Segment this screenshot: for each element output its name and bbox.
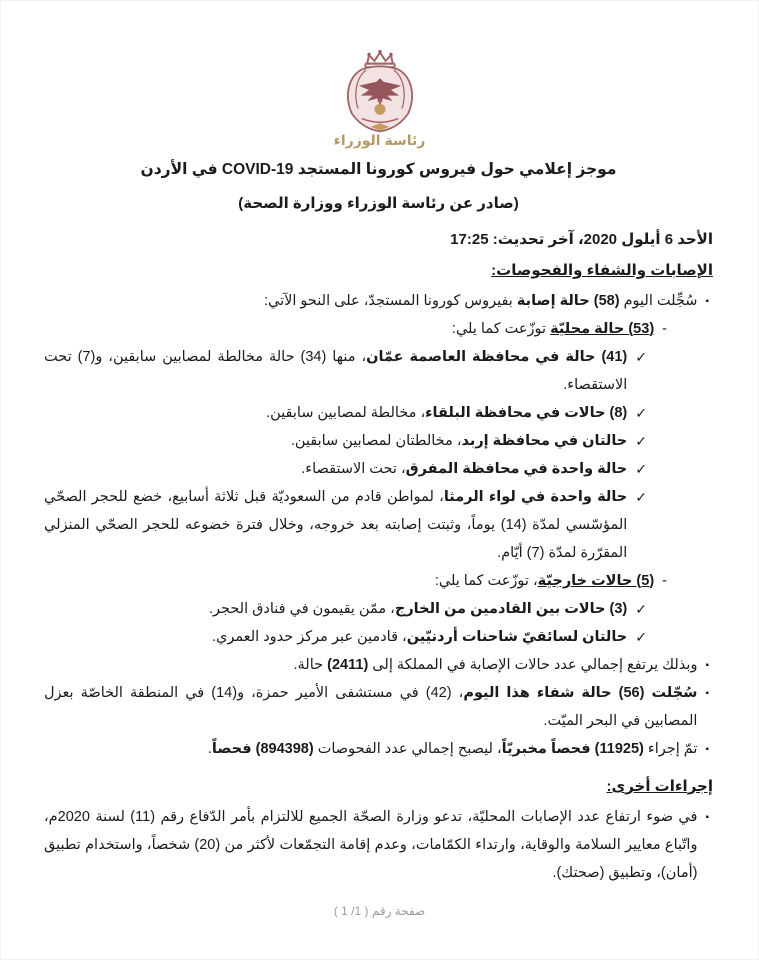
list-item	[44, 456, 713, 484]
bullet-marker-icon: ▪	[705, 296, 709, 307]
list-item-text: تمّ إجراء (11925) فحصاً مخبريّاً، ليصبح إجمالي عدد الفحوصات (894398) فحصاً.	[207, 740, 698, 757]
list-item-text: سُجّلت (56) حالة شفاء هذا اليوم، (42) في مستشفى الأمير حمزة، و(14) في المنطقة الخاصّة بعزل المصابين في البحر الميّت.	[44, 684, 698, 729]
list-item-text: حالتان لسائقيّ شاحنات أردنيّين، قادمين عبر مركز حدود العمري.	[211, 628, 628, 645]
list-item	[44, 344, 713, 400]
section-heading	[44, 261, 713, 279]
list-item-text: حالة واحدة في محافظة المفرق، تحت الاستقصاء.	[301, 460, 628, 477]
section-heading-text: الإصابات والشفاء والفحوصات:	[491, 262, 713, 279]
list-item-text: حالة واحدة في لواء الرمثا، لمواطن قادم من السعوديّة قبل ثلاثة أسابيع، خضع للحجر الصحّي المؤسّسي لمدّة (14) يوماً، وثبتت إصابته بعد خروجه، وخلال فترة خضوعه للحجر الصحّي المنزلي المقرّرة لمدّة (7) أيّام.	[44, 488, 628, 561]
list-item-text: في ضوء ارتفاع عدد الإصابات المحليّة، تدعو وزارة الصحّة الجميع للالتزام بأمر الدّفاع رقم (11) لسنة 2020م، واتّباع معايير السلامة والوقاية، وارتداء الكمّامات، وعدم إقامة التجمّعات لأكثر من (20) شخصاً، واستخدام تطبيق (أمان)، وتطبيق (صحتك).	[44, 808, 698, 881]
list-item	[44, 288, 713, 316]
section-heading	[44, 777, 713, 795]
document-title: موجز إعلامي حول فيروس كورونا المستجد COVID-19 في الأردن	[140, 161, 617, 178]
check-marker-icon: ✓	[635, 600, 647, 617]
list-item	[44, 484, 713, 568]
bullet-marker-icon: ▪	[705, 743, 709, 755]
check-marker-icon: ✓	[635, 348, 647, 365]
list-item	[44, 428, 713, 456]
check-marker-icon: ✓	[635, 628, 647, 645]
list-item-text: حالتان في محافظة إربد، مخالطتان لمصابين سابقين.	[290, 432, 628, 449]
check-marker-icon: ✓	[635, 404, 647, 421]
list-item	[44, 804, 713, 888]
list-item	[44, 316, 713, 344]
dash-marker-icon: -	[662, 320, 667, 337]
bullet-marker-icon: ▪	[705, 811, 709, 823]
check-marker-icon: ✓	[635, 460, 647, 477]
bullet-marker-icon: ▪	[705, 659, 709, 671]
list-item-text: (41) حالة في محافظة العاصمة عمّان، منها (34) حالة مخالطة لمصابين سابقين، و(7) تحت الاستقصاء.	[44, 348, 628, 393]
page-number-footer: صفحة رقم ( 1/ 1 )	[333, 904, 426, 918]
sections-container	[44, 261, 713, 888]
dash-marker-icon: -	[662, 572, 667, 589]
document-subtitle: (صادر عن رئاسة الوزراء ووزارة الصحة)	[238, 195, 519, 212]
check-marker-icon: ✓	[635, 432, 647, 449]
list-item-text: سُجِّلت اليوم (58) حالة إصابة بفيروس كورونا المستجدّ، على النحو الآتي:	[263, 293, 698, 309]
list-item	[44, 400, 713, 428]
list-item-text: (8) حالات في محافظة البلقاء، مخالطة لمصابين سابقين.	[266, 404, 628, 421]
date-updated-line: الأحد 6 أيلول 2020، آخر تحديث: 17:25	[450, 231, 713, 248]
list-item	[44, 736, 713, 764]
list-item	[44, 568, 713, 596]
list-item-text: (5) حالات خارجيّة، توزّعت كما يلي:	[434, 572, 655, 589]
check-marker-icon: ✓	[635, 488, 647, 505]
jordan-coat-of-arms-icon	[333, 48, 427, 136]
list-item-text: (3) حالات بين القادمين من الخارج، ممّن يقيمون في فنادق الحجر.	[208, 600, 628, 617]
list-item	[44, 680, 713, 736]
list-item	[44, 624, 713, 652]
list-item-text: (53) حالة محليّة توزّعت كما يلي:	[451, 320, 655, 337]
list-item	[44, 596, 713, 624]
logo-wrap: رئاسة الوزراء	[0, 0, 759, 140]
list-item-text: وبذلك يرتفع إجمالي عدد حالات الإصابة في المملكة إلى (2411) حالة.	[293, 656, 698, 673]
list-item	[44, 652, 713, 680]
section-heading-text: إجراءات أخرى:	[606, 777, 713, 795]
bullet-marker-icon: ▪	[705, 687, 709, 699]
document-body	[0, 160, 759, 888]
